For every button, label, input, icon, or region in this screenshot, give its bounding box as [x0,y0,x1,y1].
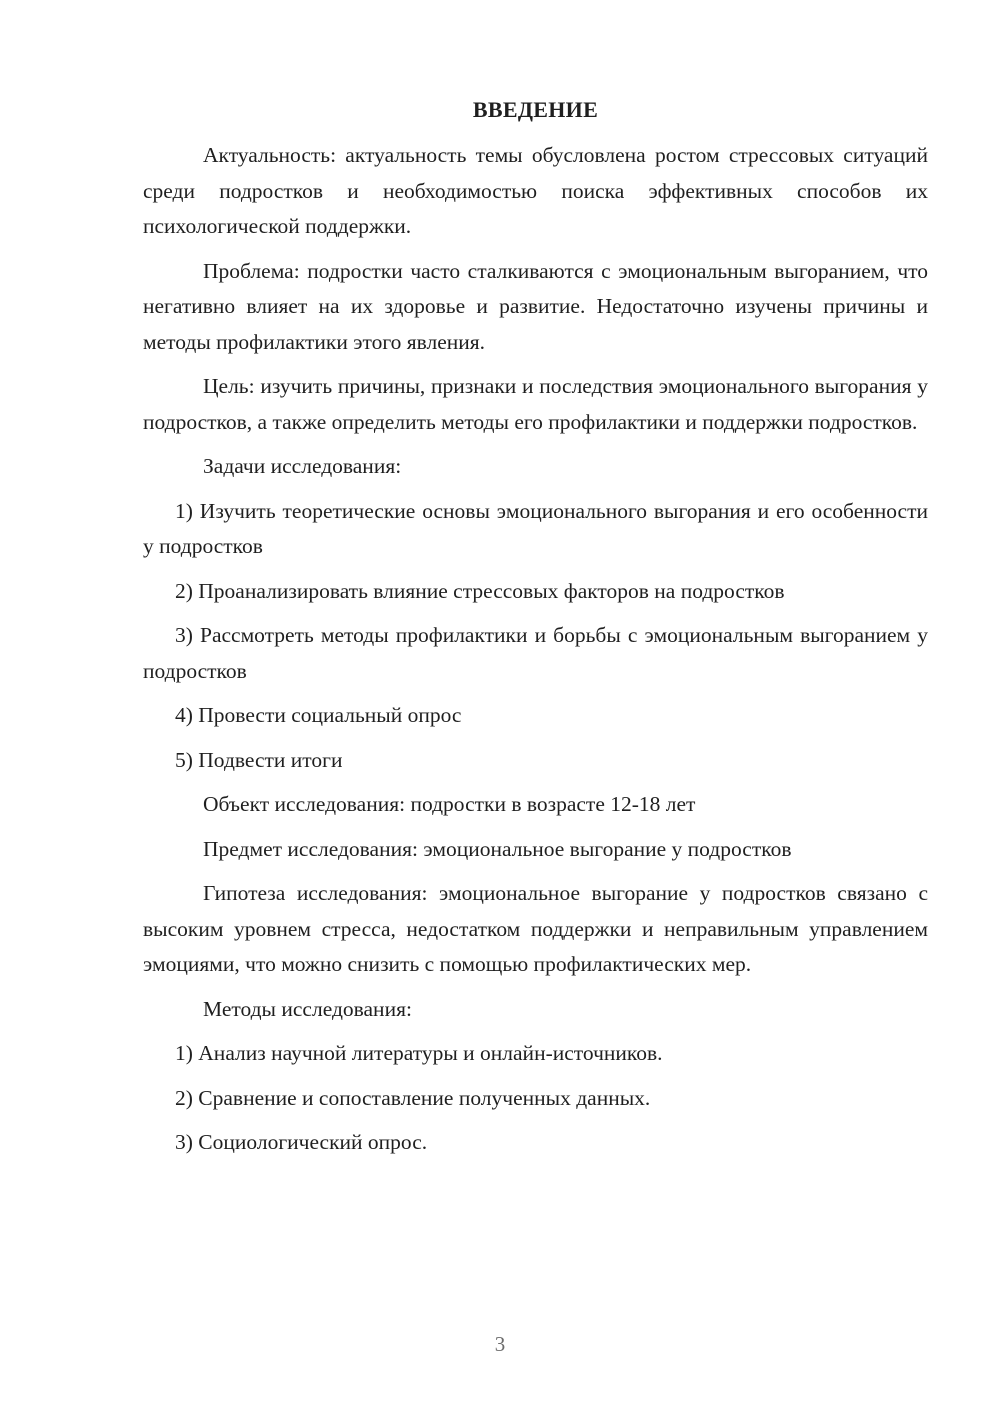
goal-paragraph: Цель: изучить причины, признаки и последствия эмоционального выгорания у подростков, а также определить методы его профилактики и поддержки подростков. [143,374,928,434]
page-number: 3 [494,1332,506,1356]
relevance-paragraph: Актуальность: актуальность темы обусловлена ростом стрессовых ситуаций среди подростков и необходимостью поиска эффективных способов их психологической поддержки. [143,143,928,238]
task-item-3: 3) Рассмотреть методы профилактики и борьбы с эмоциональным выгоранием у подростков [143,623,928,683]
methods-title: Методы исследования: [203,996,412,1021]
task-item-1: 1) Изучить теоретические основы эмоционального выгорания и его особенности у подростков [143,498,928,558]
document-page [143,92,928,1170]
tasks-title: Задачи исследования: [203,454,402,478]
problem-paragraph: Проблема: подростки часто сталкиваются с эмоциональным выгоранием, что негативно влияет на их здоровье и развитие. Недостаточно изучены причины и методы профилактики этого явления. [143,258,928,354]
object-paragraph: Объект исследования: подростки в возрасте 12-18 лет [203,792,696,816]
task-item-5: 5) Подвести итоги [175,747,343,772]
hypothesis-paragraph: Гипотеза исследования: эмоциональное выгорание у подростков связано с высоким уровнем стресса, недостатком поддержки и неправильным управлением эмоциями, что можно снизить с помощью профилактических мер. [143,881,928,976]
method-item-3: 3) Социологический опрос. [175,1130,428,1154]
method-item-2: 2) Сравнение и сопоставление полученных данных. [175,1085,651,1110]
page-title: ВВЕДЕНИЕ [472,97,599,122]
subject-paragraph: Предмет исследования: эмоциональное выгорание у подростков [203,836,792,861]
method-item-1: 1) Анализ научной литературы и онлайн-источников. [175,1041,663,1065]
task-item-2: 2) Проанализировать влияние стрессовых факторов на подростков [175,578,785,603]
task-item-4: 4) Провести социальный опрос [175,703,462,727]
